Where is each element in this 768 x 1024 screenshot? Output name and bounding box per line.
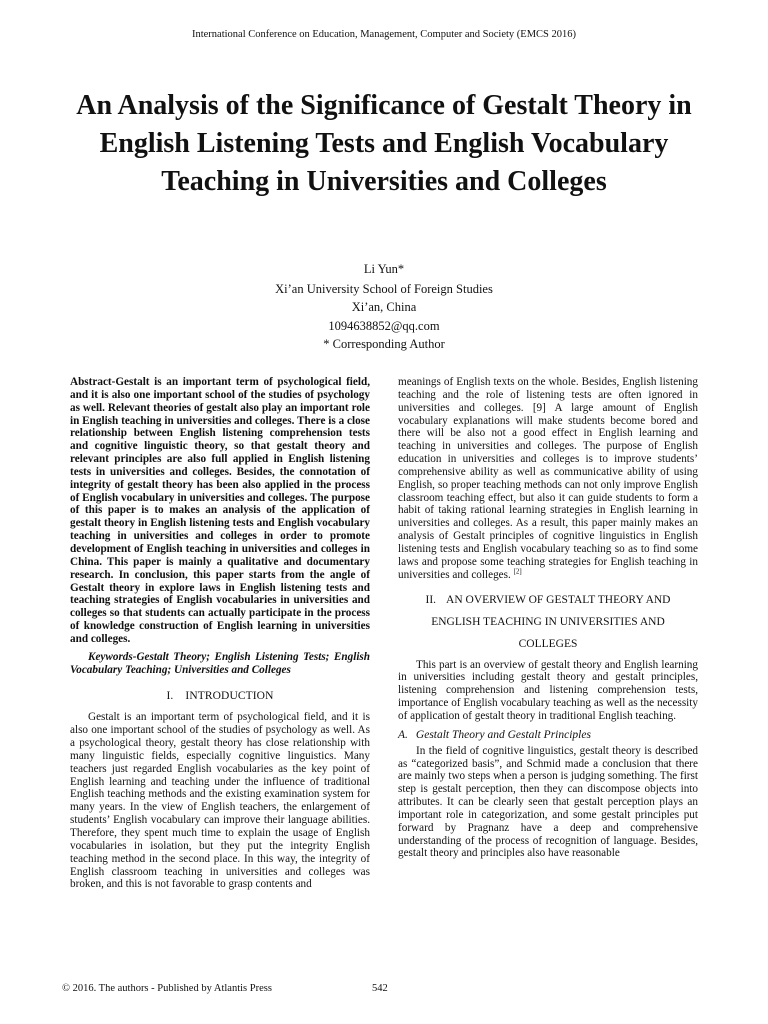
section-title-line-1: AN OVERVIEW OF GESTALT THEORY AND <box>446 593 671 606</box>
keywords: Keywords-Gestalt Theory; English Listening Tests; English Vocabulary Teaching; Universities and Colleges <box>70 650 370 676</box>
author-location: Xi’an, China <box>351 300 417 314</box>
copyright-footer: © 2016. The authors - Published by Atlantis Press <box>62 983 272 994</box>
introduction-continuation-text: meanings of English texts on the whole. Besides, English listening teaching and the role of listening tests are often ignored in universities and colleges. [9] A large amount of English vocabulary explanations will make students become bored and there will be also not a good effect in English learning and teaching in universities and colleges. The purpose of English education in universities and colleges is to improve students’ comprehensive ability as well as communicative ability of using English, so proper teaching methods can not only improve English classroom teaching effect, but also it can guide students to form a habit of taking rational learning strategies in English learning in universities and colleges. As a result, this paper mainly makes an analysis of Gestalt principles of cognitive linguistics in English listening tests and English vocabulary teaching so as to find some laws and propose some teaching strategies for English teaching in universities and colleges. <box>398 376 698 581</box>
page-number: 542 <box>372 983 388 994</box>
subsection-number: A. <box>398 728 408 741</box>
paper-title: An Analysis of the Significance of Gestalt Theory in English Listening Tests and English Vocabulary Teaching in Universities and Colleges <box>76 90 692 197</box>
section-title-line-2: ENGLISH TEACHING IN UNIVERSITIES AND <box>431 615 665 628</box>
section-number: II. <box>425 593 437 606</box>
overview-paragraph: This part is an overview of gestalt theory and English learning in universities including gestalt theory and gestalt principles, listening comprehension and listening comprehension tests, importance of English vocabulary teaching as well as the necessity of application of gestalt theory in traditional English teaching. <box>398 658 698 722</box>
conference-header: International Conference on Education, Management, Computer and Society (EMCS 2016) <box>191 29 577 40</box>
author-name: Li Yun* <box>363 262 405 276</box>
abstract: Abstract-Gestalt is an important term of psychological field, and it is also one important school of the studies of psychology as well. Relevant theories of gestalt also play an important role in English teaching in universities and colleges. There is a close relationship between English listening comprehension tests and cognitive linguistic theory, so that gestalt theory and relevant principles are also full applied in English listening tests in universities and colleges. Besides, the connotation of integrity of gestalt theory has been also applied in the process of English vocabulary in universities and colleges. The purpose of this paper is to makes an analysis of the application of gestalt theory in English listening tests and English vocabulary teaching in universities and colleges in order to promote development of English teaching in universities and colleges in China. This paper is mainly a qualitative and documentary research. In conclusion, this paper starts from the angle of Gestalt theory in explore laws in English listening tests and teaching strategies of English vocabularies in universities and colleges so that students can actually participate in the process of knowledge construction of English learning in universities and colleges. <box>70 376 370 645</box>
section-heading-overview <box>398 589 698 655</box>
left-column <box>70 376 370 891</box>
author-affiliation: Xi’an University School of Foreign Studies <box>275 281 493 296</box>
section-title-line-3: COLLEGES <box>518 637 578 650</box>
section-number: I. <box>166 690 174 703</box>
section-title: INTRODUCTION <box>185 690 274 703</box>
gestalt-paragraph: In the field of cognitive linguistics, gestalt theory is described as “categorized basis”, and Schmid made a conclusion that there are mainly two steps when a person is judging something. The first step is gestalt perception, then they can discompose objects into attributes. It can be clearly seen that gestalt perception plays an important role in categorization, and some gestalt principles put forward by Pragnanz have a deep and comprehensive understanding of the process of recognition of language. Besides, gestalt theory and principles also have reasonable <box>398 744 698 860</box>
subsection-heading-gestalt <box>398 728 698 742</box>
author-email[interactable]: 1094638852@qq.com <box>328 318 440 333</box>
author-block <box>0 260 768 354</box>
introduction-continuation <box>398 376 698 582</box>
subsection-title: Gestalt Theory and Gestalt Principles <box>415 728 591 741</box>
introduction-paragraph: Gestalt is an important term of psychological field, and it is also one important school of the studies of psychology as well. As a psychological theory, gestalt theory has close relationship with many linguistic fields, especially cognitive linguistics. Many teachers just regarded English vocabularies as the key point of English learning and teaching under the influence of traditional English teaching methods and the existing examination system for many years. In the view of English teachers, the enlargement of students’ English vocabulary can improve their language abilities. Therefore, they spent much time to explain the usage of English vocabularies in isolation, but they put the integrity English teaching method in the second place. In this way, the integrity of English classroom teaching in universities and colleges was broken, and this is not favorable to grasp contents and <box>70 711 370 891</box>
corresponding-author-note: * Corresponding Author <box>323 337 445 351</box>
section-heading-introduction <box>70 689 370 703</box>
right-column <box>398 376 698 860</box>
citation-ref: [2] <box>513 566 522 575</box>
